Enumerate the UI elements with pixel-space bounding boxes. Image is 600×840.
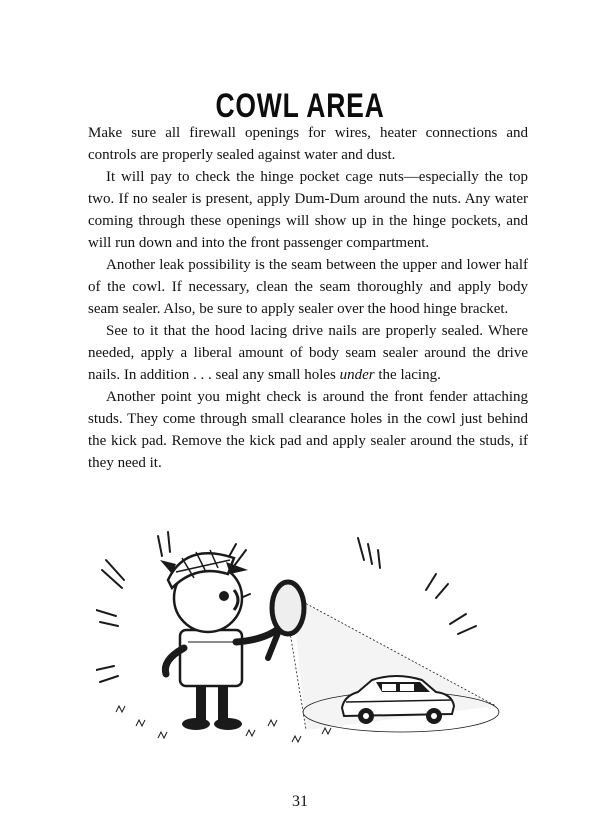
paragraph-4-emphasis: under — [339, 367, 375, 383]
detective-illustration — [96, 530, 516, 760]
paragraph-2 — [88, 166, 528, 254]
paragraph-1-text: Make sure all firewall openings for wires, heater connections and controls are properly sealed against water and dust. — [88, 125, 528, 163]
body-text — [88, 122, 528, 474]
paragraph-5-text: Another point you might check is around the front fender attaching studs. They come through small clearance holes in the cowl just behind the kick pad. Remove the kick pad and apply sealer around the studs, if they need it. — [88, 389, 528, 471]
paragraph-4-text-after: the lacing. — [374, 367, 441, 383]
paragraph-4-text-before: See to it that the hood lacing drive nails are properly sealed. Where needed, apply a liberal amount of body seam sealer around the drive nails. In addition . . . seal any small holes — [88, 323, 528, 383]
motion-lines-right — [358, 538, 476, 634]
paragraph-5 — [88, 386, 528, 474]
paragraph-3-text: Another leak possibility is the seam between the upper and lower half of the cowl. If necessary, clean the seam thoroughly and apply body seam sealer. Also, be sure to apply sealer over the hood hinge bracket. — [88, 257, 528, 317]
detective-character-icon — [160, 550, 282, 730]
paragraph-4 — [88, 320, 528, 386]
page-number: 31 — [292, 793, 308, 810]
paragraph-2-text: It will pay to check the hinge pocket cage nuts—especially the top two. If no sealer is present, apply Dum-Dum around the nuts. Any water coming through these openings will show up in the hinge pockets, and will run down and into the front passenger compartment. — [88, 169, 528, 251]
paragraph-1 — [88, 122, 528, 166]
paragraph-3 — [88, 254, 528, 320]
page-title: COWL AREA — [215, 86, 385, 125]
